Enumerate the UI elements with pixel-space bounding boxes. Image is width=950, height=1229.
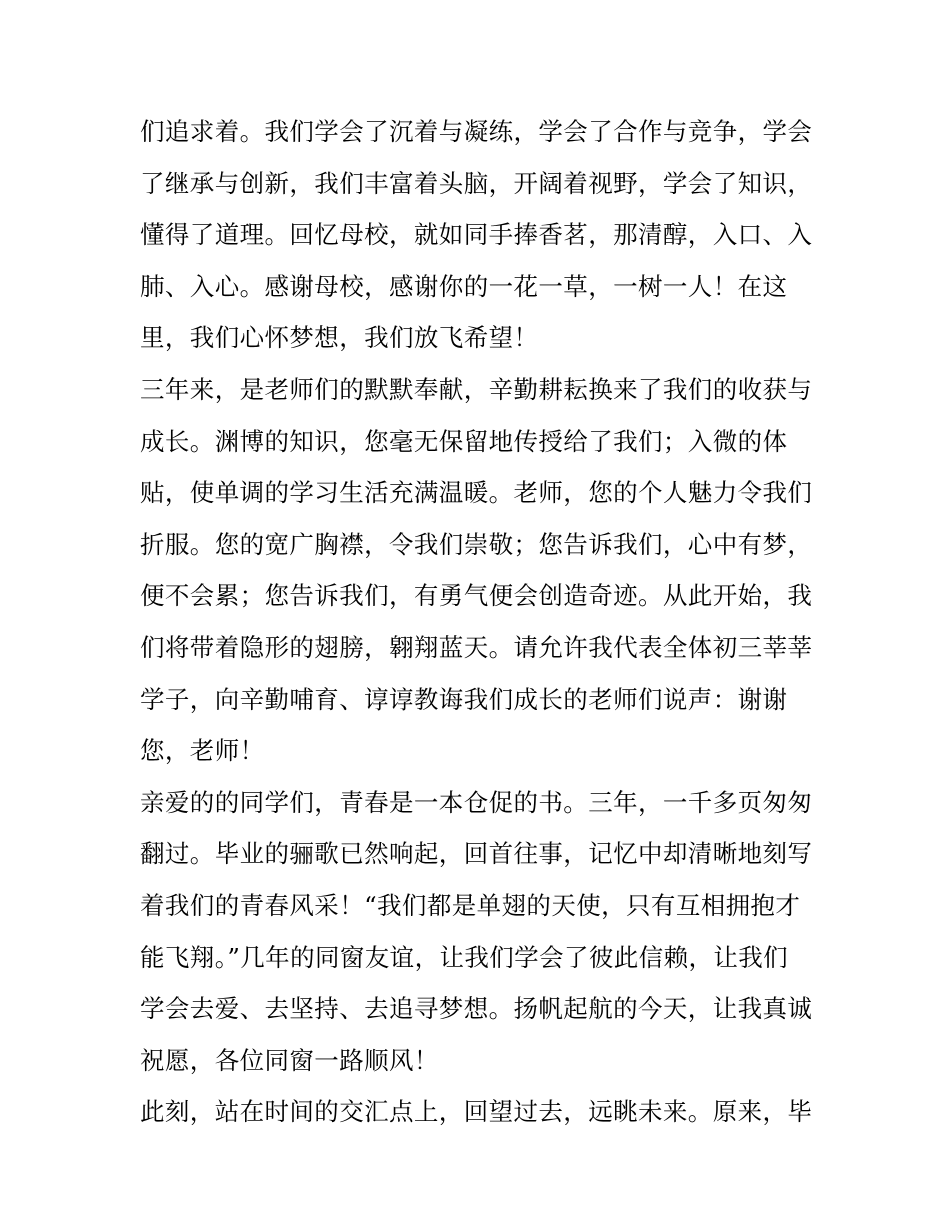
text-line-9: 折服。您的宽广胸襟，令我们崇敬；您告诉我们，心中有梦， bbox=[140, 529, 813, 559]
text-line-6: 三年来，是老师们的默默奉献，辛勤耕耘换来了我们的收获与 bbox=[140, 374, 813, 404]
text-line-3: 懂得了道理。回忆母校，就如同手捧香茗，那清醇，入口、入 bbox=[140, 220, 813, 250]
text-line-5: 里，我们心怀梦想，我们放飞希望！ bbox=[140, 323, 539, 353]
text-line-8: 贴，使单调的学习生活充满温暖。老师，您的个人魅力令我们 bbox=[140, 478, 813, 508]
text-line-19: 祝愿，各位同窗一路顺风！ bbox=[140, 1045, 439, 1075]
text-line-1: 们追求着。我们学会了沉着与凝练，学会了合作与竞争，学会 bbox=[140, 117, 813, 146]
text-line-14: 亲爱的的同学们，青春是一本仓促的书。三年，一千多页匆匆 bbox=[140, 787, 813, 817]
text-line-15: 翻过。毕业的骊歌已然响起，回首往事，记忆中却清晰地刻写 bbox=[140, 839, 813, 869]
text-line-12: 学子，向辛勤哺育、谆谆教诲我们成长的老师们说声：谢谢 bbox=[140, 684, 788, 714]
text-line-18: 学会去爱、去坚持、去追寻梦想。扬帆起航的今天，让我真诚 bbox=[140, 994, 813, 1024]
text-line-7: 成长。渊博的知识，您毫无保留地传授给了我们；入微的体 bbox=[140, 426, 788, 456]
text-line-11: 们将带着隐形的翅膀，翱翔蓝天。请允许我代表全体初三莘莘 bbox=[140, 632, 813, 662]
text-line-2: 了继承与创新，我们丰富着头脑，开阔着视野，学会了知识， bbox=[140, 168, 813, 198]
text-line-13: 您，老师！ bbox=[140, 736, 265, 766]
text-line-10: 便不会累；您告诉我们，有勇气便会创造奇迹。从此开始，我 bbox=[140, 581, 813, 611]
document-body bbox=[140, 106, 812, 1138]
text-line-4: 肺、入心。感谢母校，感谢你的一花一草，一树一人！在这 bbox=[140, 271, 788, 301]
text-line-20: 此刻，站在时间的交汇点上，回望过去，远眺未来。原来，毕 bbox=[140, 1097, 813, 1127]
text-line-16: 着我们的青春风采！“我们都是单翅的天使，只有互相拥抱才 bbox=[140, 890, 801, 920]
text-line-17: 能飞翔。”几年的同窗友谊，让我们学会了彼此信赖，让我们 bbox=[140, 942, 789, 972]
